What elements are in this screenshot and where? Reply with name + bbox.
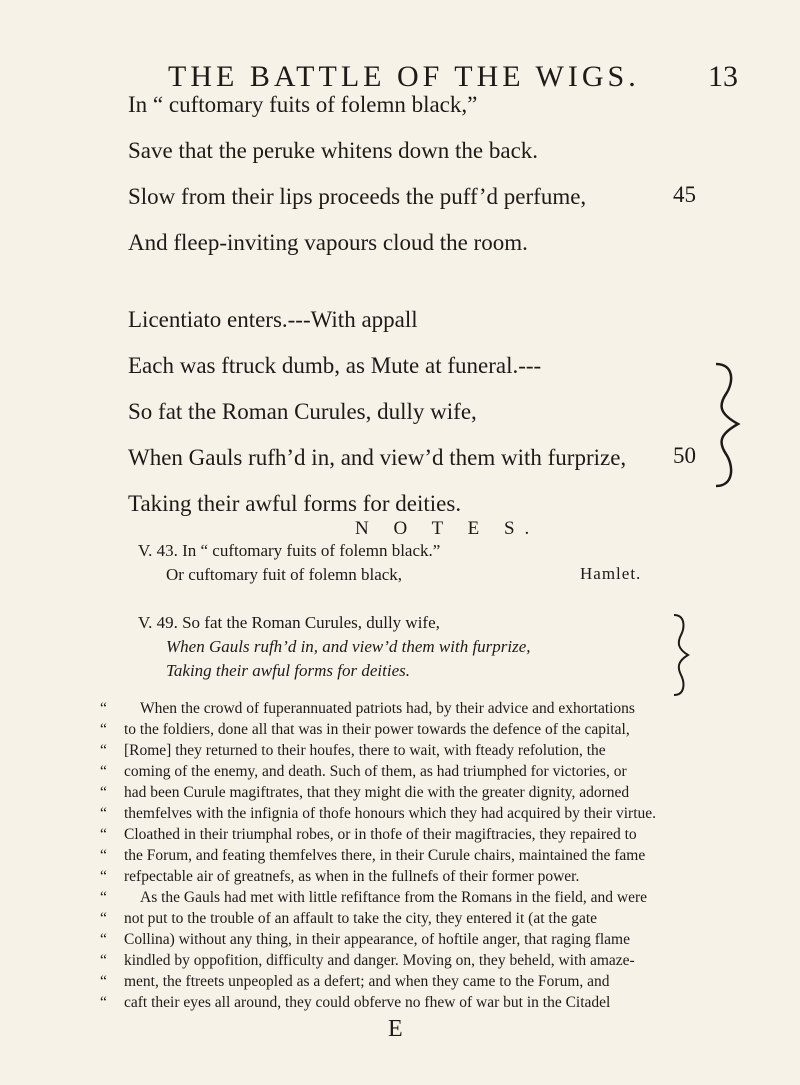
note-v49-line: Taking their awful forms for deities. — [166, 661, 411, 680]
quote-mark: “ — [100, 889, 107, 906]
quote-line — [100, 868, 725, 889]
quote-line — [100, 910, 725, 931]
quote-line — [100, 784, 725, 805]
quote-line — [100, 994, 725, 1015]
quote-line-text: When the crowd of fuperannuated patriots had, by their advice and exhortations — [140, 700, 635, 717]
quote-mark: “ — [100, 721, 107, 738]
quote-line-text: had been Curule magiftrates, that they might die with the greater dignity, adorned — [124, 784, 630, 801]
quote-line-text: Cloathed in their triumphal robes, or in thofe of their magiftracies, they repaired to — [124, 826, 637, 843]
quote-line-text: the Forum, and feating themfelves there, in their Curule chairs, maintained the fame — [124, 847, 646, 864]
note-v43-source: Hamlet. — [580, 564, 642, 583]
quote-mark: “ — [100, 910, 107, 927]
running-title: THE BATTLE OF THE WIGS. — [168, 60, 640, 93]
notes-title: N O T E S. — [355, 518, 540, 539]
line-number: 45 — [673, 182, 696, 207]
quote-line — [100, 826, 725, 847]
quote-line — [100, 721, 725, 742]
note-v43-quote: Or cuftomary fuit of folemn black, — [166, 565, 403, 584]
quote-mark: “ — [100, 805, 107, 822]
verse-line: In “ cuftomary fuits of folemn black,” — [128, 92, 478, 117]
verse-line: Save that the peruke whitens down the back. — [128, 138, 539, 163]
quote-line — [100, 931, 725, 952]
quote-line-text: caft their eyes all around, they could obferve no fhew of war but in the Citadel — [124, 994, 611, 1011]
line-number: 50 — [673, 443, 696, 468]
quote-line — [100, 847, 725, 868]
verse-line: So fat the Roman Curules, dully wife, — [128, 399, 477, 424]
verse-line: Licentiato enters.---With appall — [128, 307, 418, 332]
quote-line — [100, 742, 725, 763]
note-v49-line: When Gauls rufh’d in, and view’d them with furprize, — [166, 637, 531, 656]
quote-line — [100, 700, 725, 721]
quote-mark: “ — [100, 847, 107, 864]
quote-mark: “ — [100, 700, 107, 717]
quote-line-text: to the foldiers, done all that was in their power towards the defence of the capital, — [124, 721, 630, 738]
quote-line — [100, 889, 725, 910]
verse-line: And fleep-inviting vapours cloud the room. — [128, 230, 528, 255]
quote-line-text: As the Gauls had met with little refiftance from the Romans in the field, and were — [140, 889, 648, 906]
quote-mark: “ — [100, 994, 107, 1011]
quote-mark: “ — [100, 868, 107, 885]
verse-line: Taking their awful forms for deities. — [128, 491, 462, 516]
signature-mark: E — [388, 1016, 403, 1042]
quote-mark: “ — [100, 931, 107, 948]
note-quotation — [100, 700, 725, 1015]
quote-mark: “ — [100, 952, 107, 969]
quote-line — [100, 805, 725, 826]
quote-line-text: themfelves with the infignia of thofe honours which they had acquired by their virtue. — [124, 805, 657, 822]
verse-line: Each was ftruck dumb, as Mute at funeral.--- — [128, 353, 542, 378]
quote-line-text: refpectable air of greatnefs, as when in the fullnefs of their former power. — [124, 868, 580, 885]
note-v43-reference: V. 43. In “ cuftomary fuits of folemn black.” — [138, 541, 441, 560]
verse-line: When Gauls rufh’d in, and view’d them with furprize, — [128, 445, 627, 470]
quote-line-text: not put to the trouble of an affault to take the city, they entered it (at the gate — [124, 910, 598, 927]
quote-line-text: coming of the enemy, and death. Such of them, as had triumphed for victories, or — [124, 763, 627, 780]
quote-line — [100, 952, 725, 973]
brace-icon — [708, 360, 748, 490]
quote-mark: “ — [100, 973, 107, 990]
brace-icon — [670, 612, 692, 698]
quote-mark: “ — [100, 763, 107, 780]
note-v49-line: V. 49. So fat the Roman Curules, dully wife, — [138, 613, 440, 632]
page-number: 13 — [708, 60, 738, 93]
quote-line-text: ment, the ftreets unpeopled as a defert; and when they came to the Forum, and — [124, 973, 610, 990]
quote-line-text: Collina) without any thing, in their appearance, of hoftile anger, that raging flame — [124, 931, 630, 948]
quote-mark: “ — [100, 784, 107, 801]
quote-line — [100, 763, 725, 784]
quote-line-text: kindled by oppofition, difficulty and danger. Moving on, they beheld, with amaze- — [124, 952, 635, 969]
quote-mark: “ — [100, 826, 107, 843]
verse-line: Slow from their lips proceeds the puff’d perfume, — [128, 184, 587, 209]
quote-mark: “ — [100, 742, 107, 759]
quote-line — [100, 973, 725, 994]
quote-line-text: [Rome] they returned to their houfes, there to wait, with fteady refolution, the — [124, 742, 606, 759]
